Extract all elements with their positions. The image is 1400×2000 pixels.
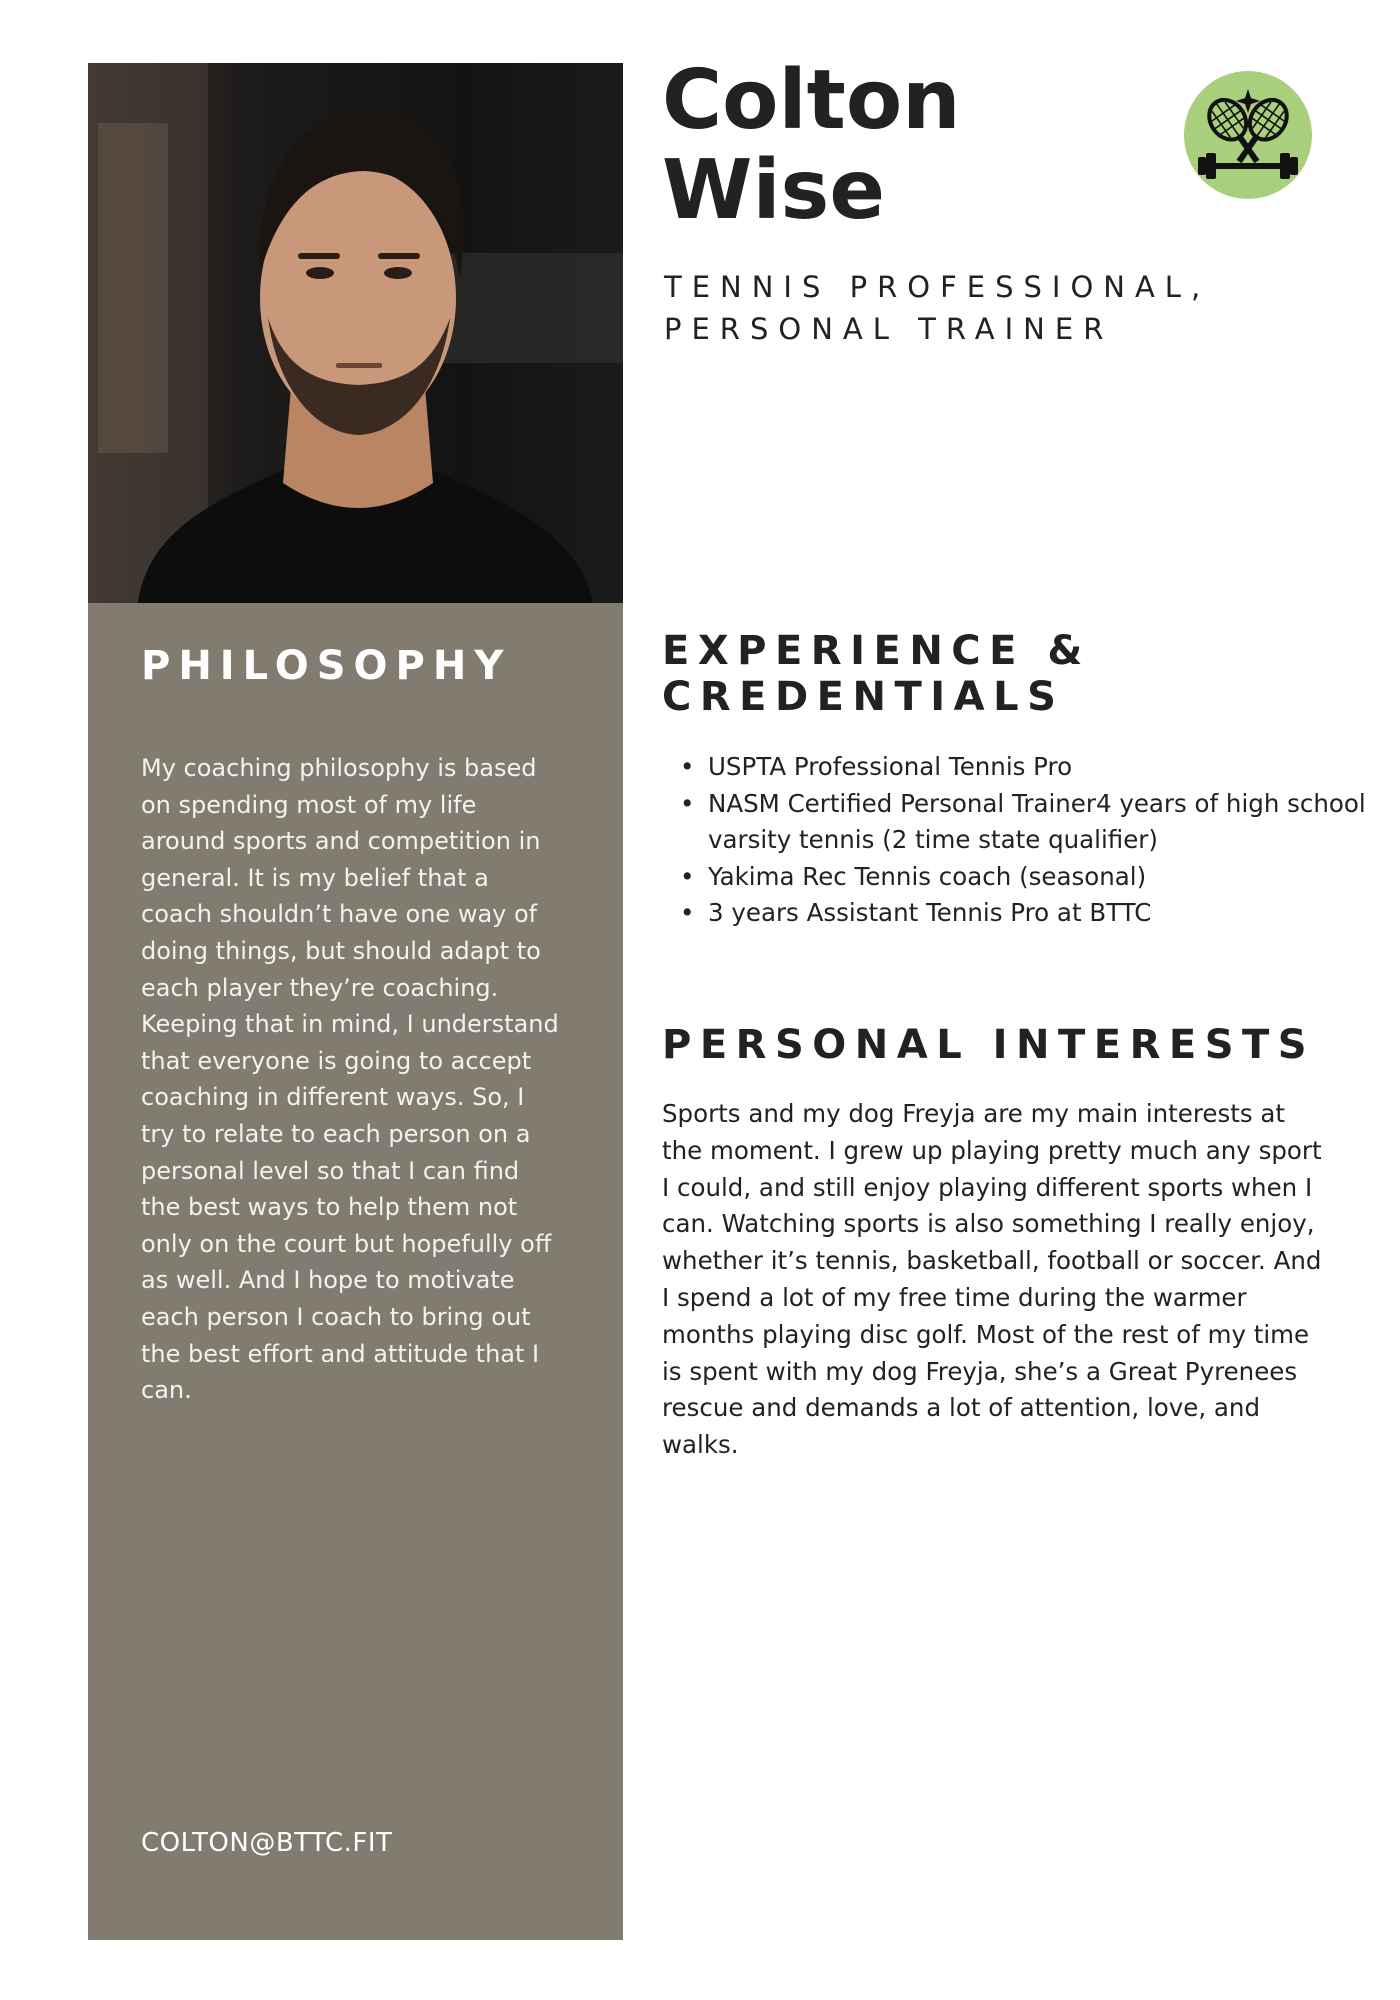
last-name: Wise	[662, 143, 885, 238]
bullet-icon: •	[680, 898, 695, 928]
interests-text: Sports and my dog Freyja are my main interests at the moment. I grew up playing pretty much any sport I could, and still enjoy playing different sports when I can. Watching sports is also something I really enjoy, whether it’s tennis, basketball, football or soccer. And I spend a lot of my free time during the warmer months playing disc golf. Most of the rest of my time is spent with my dog Freyja, she’s a Great Pyrenees rescue and demands a lot of attention, love, and walks.	[662, 1099, 1322, 1460]
credential-text: Yakima Rec Tennis coach (seasonal)	[708, 861, 1147, 891]
list-item	[680, 749, 1368, 786]
crossed-tennis-rackets-dumbbell-icon	[1184, 71, 1312, 199]
list-item	[680, 859, 1368, 896]
bullet-icon: •	[680, 861, 695, 891]
contact-email[interactable]: COLTON@BTTC.FIT	[141, 1828, 393, 1858]
profile-photo	[88, 63, 623, 603]
list-item	[680, 895, 1368, 932]
bullet-icon: •	[680, 752, 695, 781]
job-title-line-2: PERSONAL TRAINER	[664, 312, 1114, 346]
philosophy-heading: PHILOSOPHY	[141, 643, 512, 689]
credential-text: NASM Certified Personal Trainer4 years of high school varsity tennis (2 time state qualifier)	[708, 788, 1366, 855]
experience-heading-line-2: CREDENTIALS	[662, 674, 1065, 720]
list-item	[680, 786, 1368, 859]
experience-heading-line-1: EXPERIENCE &	[662, 628, 1091, 674]
philosophy-text: My coaching philosophy is based on spending most of my life around sports and competition in general. It is my belief that a coach shouldn’t have one way of doing things, but should adapt to each player they’re coaching. Keeping that in mind, I understand that everyone is going to accept coaching in different ways. So, I try to relate to each person on a personal level so that I can find the best ways to help them not only on the court but hopefully off as well. And I hope to motivate each person I coach to bring out the best effort and attitude that I can.	[141, 754, 559, 1405]
experience-heading	[662, 628, 1091, 720]
credential-text: 3 years Assistant Tennis Pro at BTTC	[708, 898, 1152, 928]
first-name: Colton	[662, 53, 961, 148]
job-title-line-1: TENNIS PROFESSIONAL,	[664, 270, 1211, 304]
job-title	[664, 266, 1304, 350]
credential-text: USPTA Professional Tennis Pro	[708, 752, 1073, 781]
person-name	[662, 53, 961, 238]
bullet-icon: •	[680, 788, 695, 818]
interests-heading: PERSONAL INTERESTS	[662, 1022, 1316, 1068]
credentials-list	[662, 749, 1368, 932]
